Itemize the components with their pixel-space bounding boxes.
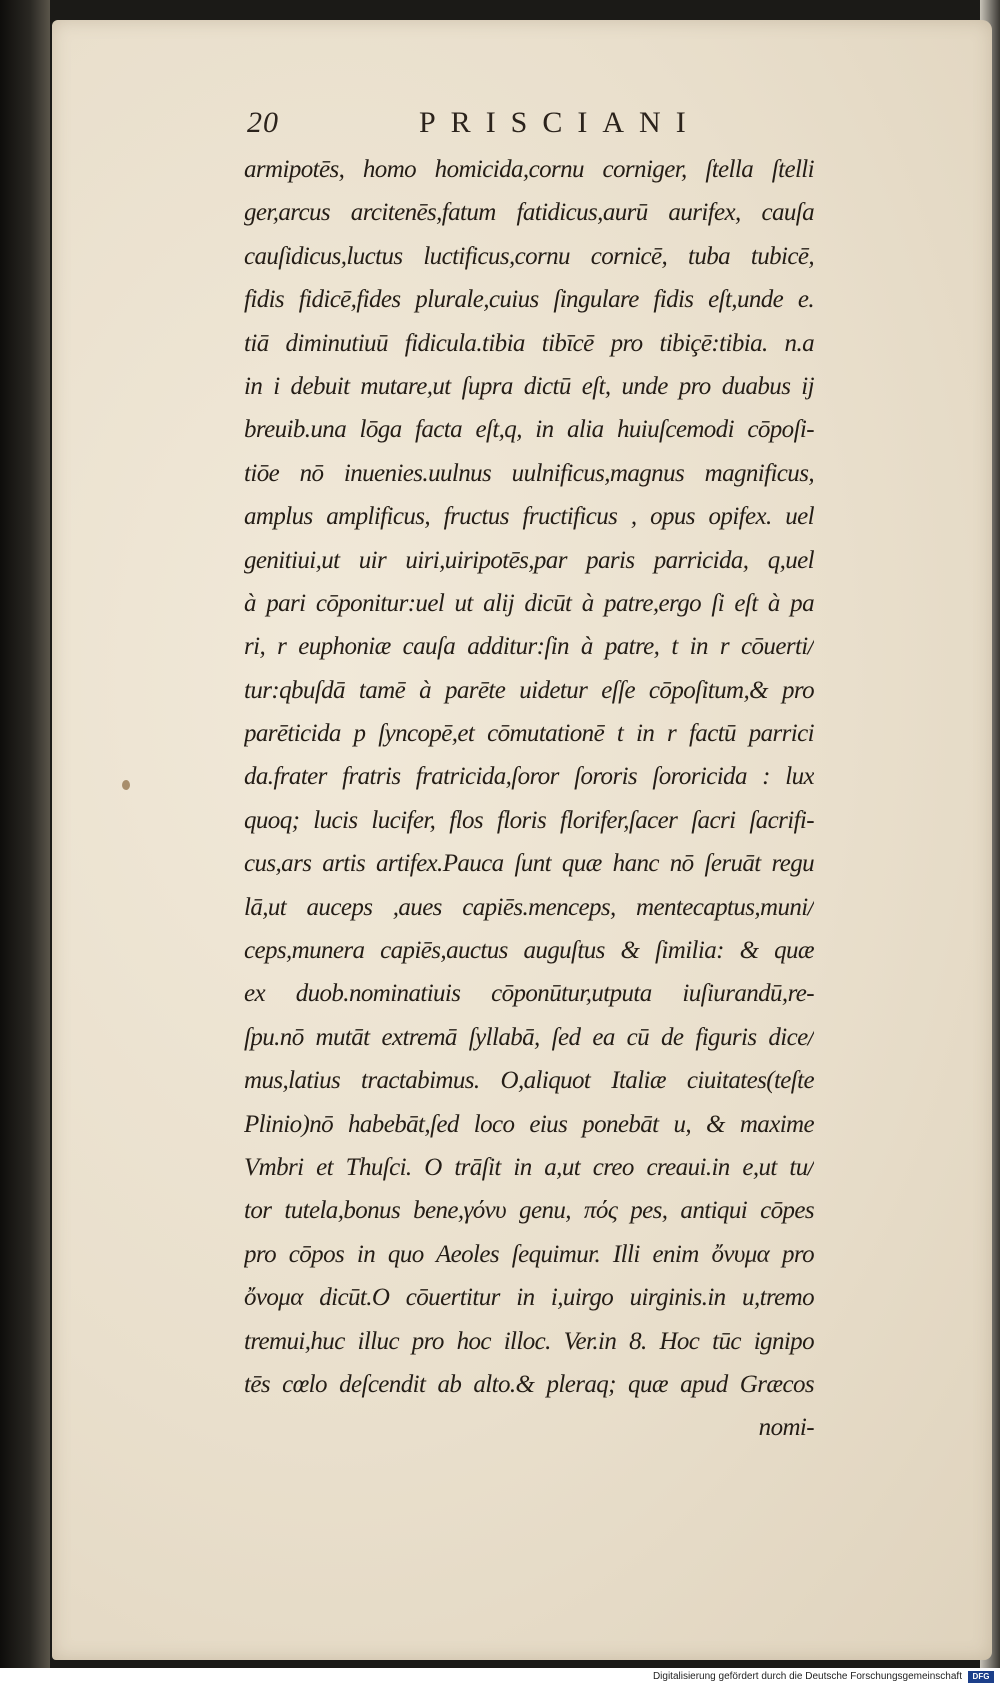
text-block xyxy=(244,148,814,1450)
dfg-logo: DFG xyxy=(968,1671,994,1683)
text-line: armipotēs, homo homicida,cornu corniger, ſtella ſtelli xyxy=(244,156,814,183)
text-line: parēticida p ſyncopē,et cōmutationē t in r factū parrici xyxy=(244,720,814,748)
running-head xyxy=(247,106,807,146)
running-title: PRISCIANI xyxy=(419,106,701,139)
text-line: cus,ars artis artifex.Pauca ſunt quæ hanc nō ſeruāt regu xyxy=(244,850,814,878)
text-line: Vmbri et Thuſci. O trāſit in a,ut creo creaui.in e,ut tu/ xyxy=(244,1153,814,1181)
text-line: in i debuit mutare,ut ſupra dictū eſt, unde pro duabus ij xyxy=(244,372,814,400)
text-line: da.frater fratris fratricida,ſoror ſororis ſororicida : lux xyxy=(244,763,814,791)
text-line: ceps,munera capiēs,auctus auguſtus & ſimilia: & quæ xyxy=(244,937,814,965)
text-line: tor tutela,bonus bene,γόνυ genu, πός pes, antiqui cōpes xyxy=(244,1197,814,1225)
text-line: quoq; lucis lucifer, flos floris florifer,ſacer ſacri ſacrifi- xyxy=(244,806,814,834)
text-line: tremui,huc illuc pro hoc illoc. Ver.in 8. Hoc tūc ignipo xyxy=(244,1327,814,1355)
text-line: Plinio)nō habebāt,ſed loco eius ponebāt u, & maxime xyxy=(244,1110,814,1138)
text-line: ſpu.nō mutāt extremā ſyllabā, ſed ea cū de figuris dice/ xyxy=(244,1023,814,1051)
text-line: ger,arcus arcitenēs,fatum fatidicus,aurū aurifex, cauſa xyxy=(244,199,814,227)
text-line: à pari cōponitur:uel ut alij dicūt à patre,ergo ſi eſt à pa xyxy=(244,589,814,617)
text-line: mus,latius tractabimus. O,aliquot Italiæ ciuitates(teſte xyxy=(244,1067,814,1095)
text-line: genitiui,ut uir uiri,uiripotēs,par paris parricida, q,uel xyxy=(244,546,814,574)
text-line: ὄνομα dicūt.O cōuertitur in i,uirgo uirginis.in u,tremo xyxy=(244,1284,814,1312)
text-line: cauſidicus,luctus luctificus,cornu cornicē, tuba tubicē, xyxy=(244,242,814,270)
funding-credit: Digitalisierung gefördert durch die Deutsche Forschungsgemeinschaft xyxy=(652,1671,962,1682)
text-line: lā,ut auceps ,aues capiēs.menceps, mentecaptus,muni/ xyxy=(244,893,814,921)
text-line: pro cōpos in quo Aeoles ſequimur. Illi enim ὄνυμα pro xyxy=(244,1240,814,1268)
text-line: tēs cœlo deſcendit ab alto.& pleraq; quæ apud Græcos xyxy=(244,1370,814,1398)
text-line: ex duob.nominatiuis cōponūtur,utputa iuſiurandū,re- xyxy=(244,980,814,1008)
text-line: tiōe nō inuenies.uulnus uulnificus,magnus magnificus, xyxy=(244,459,814,487)
text-line: fidis fidicē,fides plurale,cuius ſingulare fidis eſt,unde e. xyxy=(244,286,814,314)
scan-background-left xyxy=(0,0,50,1670)
text-line: tur:qbuſdā tamē à parēte uidetur eſſe cōpoſitum,& pro xyxy=(244,676,814,704)
catchword: nomi- xyxy=(758,1414,814,1442)
text-line: ri, r euphoniæ cauſa additur:ſin à patre, t in r cōuerti/ xyxy=(244,633,814,661)
text-line: breuib.una lōga facta eſt,q, in alia huiuſcemodi cōpoſi- xyxy=(244,416,814,444)
text-line: amplus amplificus, fructus fructificus , opus opifex. uel xyxy=(244,503,814,531)
text-line: tiā diminutiuū fidicula.tibia tibīcē pro tibiçē:tibia. n.a xyxy=(244,329,814,357)
page-number: 20 xyxy=(247,106,279,139)
book-page xyxy=(52,20,992,1660)
page-stain xyxy=(122,780,130,790)
